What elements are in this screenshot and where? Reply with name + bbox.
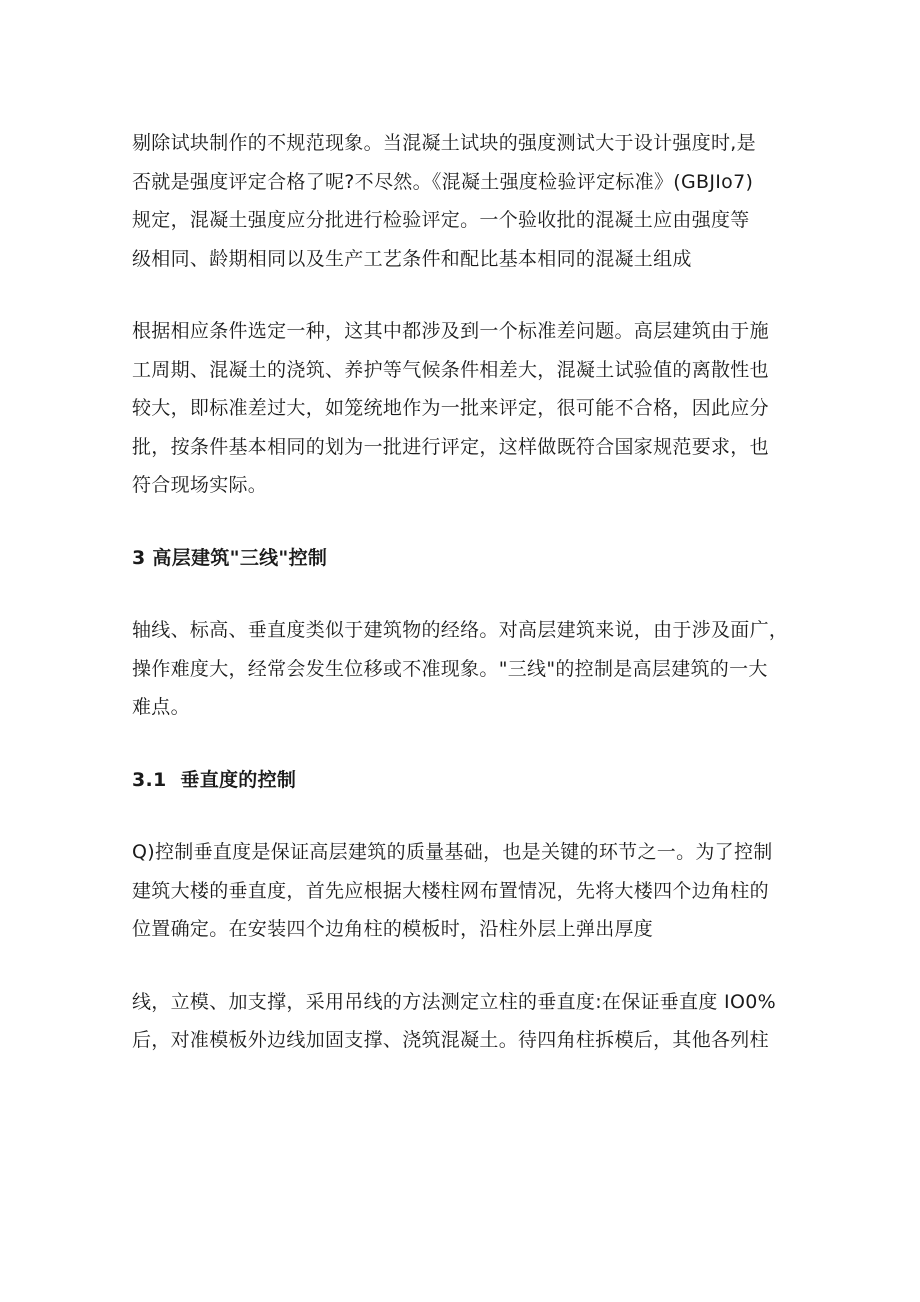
text-line: 工周期、混凝土的浇筑、养护等气候条件相差大，混凝土试验值的离散性也 [132,358,769,381]
text-line: 线，立模、加支撑，采用吊线的方法测定立柱的垂直度:在保证垂直度 IO0% [132,990,776,1013]
text-line: 位置确定。在安装四个边角柱的模板时，沿柱外层上弹出厚度 [132,918,654,940]
subsection-heading-verticality: 3.1 垂直度的控制 [132,768,297,791]
text-line: 操作难度大，经常会发生位移或不准现象。"三线"的控制是高层建筑的一大 [132,657,768,680]
text-line: 轴线、标高、垂直度类似于建筑物的经络。对高层建筑来说，由于涉及面广， [132,619,789,641]
section-heading-three-lines: 3 高层建筑"三线"控制 [132,546,328,569]
paragraph-spacer [132,799,802,833]
text-line: 较大，即标准差过大，如笼统地作为一批来评定，很可能不合格，因此应分 [132,397,769,419]
paragraph-spacer [132,727,802,761]
text-line: 根据相应条件选定一种，这其中都涉及到一个标准差问题。高层建筑由于施 [132,320,769,342]
paragraph-axis-elevation [132,611,802,727]
paragraph-plumb-line [132,983,802,1060]
paragraph-spacer [132,577,802,611]
paragraph-standard-deviation [132,312,802,505]
text-line: 后，对准模板外边线加固支撑、浇筑混凝土。待四角柱拆模后，其他各列柱 [132,1029,769,1051]
paragraph-spacer [132,505,802,539]
text-line: 级相同、龄期相同以及生产工艺条件和配比基本相同的混凝土组成 [132,247,692,270]
text-line: 规定，混凝土强度应分批进行检验评定。一个验收批的混凝土应由强度等 [132,209,750,231]
text-line: 剔除试块制作的不规范现象。当混凝土试块的强度测试大于设计强度时,是 [132,132,756,154]
paragraph-concrete-evaluation [132,124,802,278]
paragraph-spacer [132,949,802,983]
paragraph-verticality-control [132,833,802,949]
text-line: 建筑大楼的垂直度，首先应根据大楼柱网布置情况，先将大楼四个边角柱的 [132,879,769,902]
text-line: 符合现场实际。 [132,474,268,496]
text-line: 否就是强度评定合格了呢?不尽然。《混凝土强度检验评定标准》(GBJIo7) [132,170,754,193]
text-line: 批，按条件基本相同的划为一批进行评定，这样做既符合国家规范要求，也 [132,435,769,458]
text-line: Q)控制垂直度是保证高层建筑的质量基础，也是关键的环节之一。为了控制 [132,841,773,863]
document-body [132,124,802,1060]
text-line: 难点。 [132,696,190,718]
paragraph-spacer [132,278,802,312]
